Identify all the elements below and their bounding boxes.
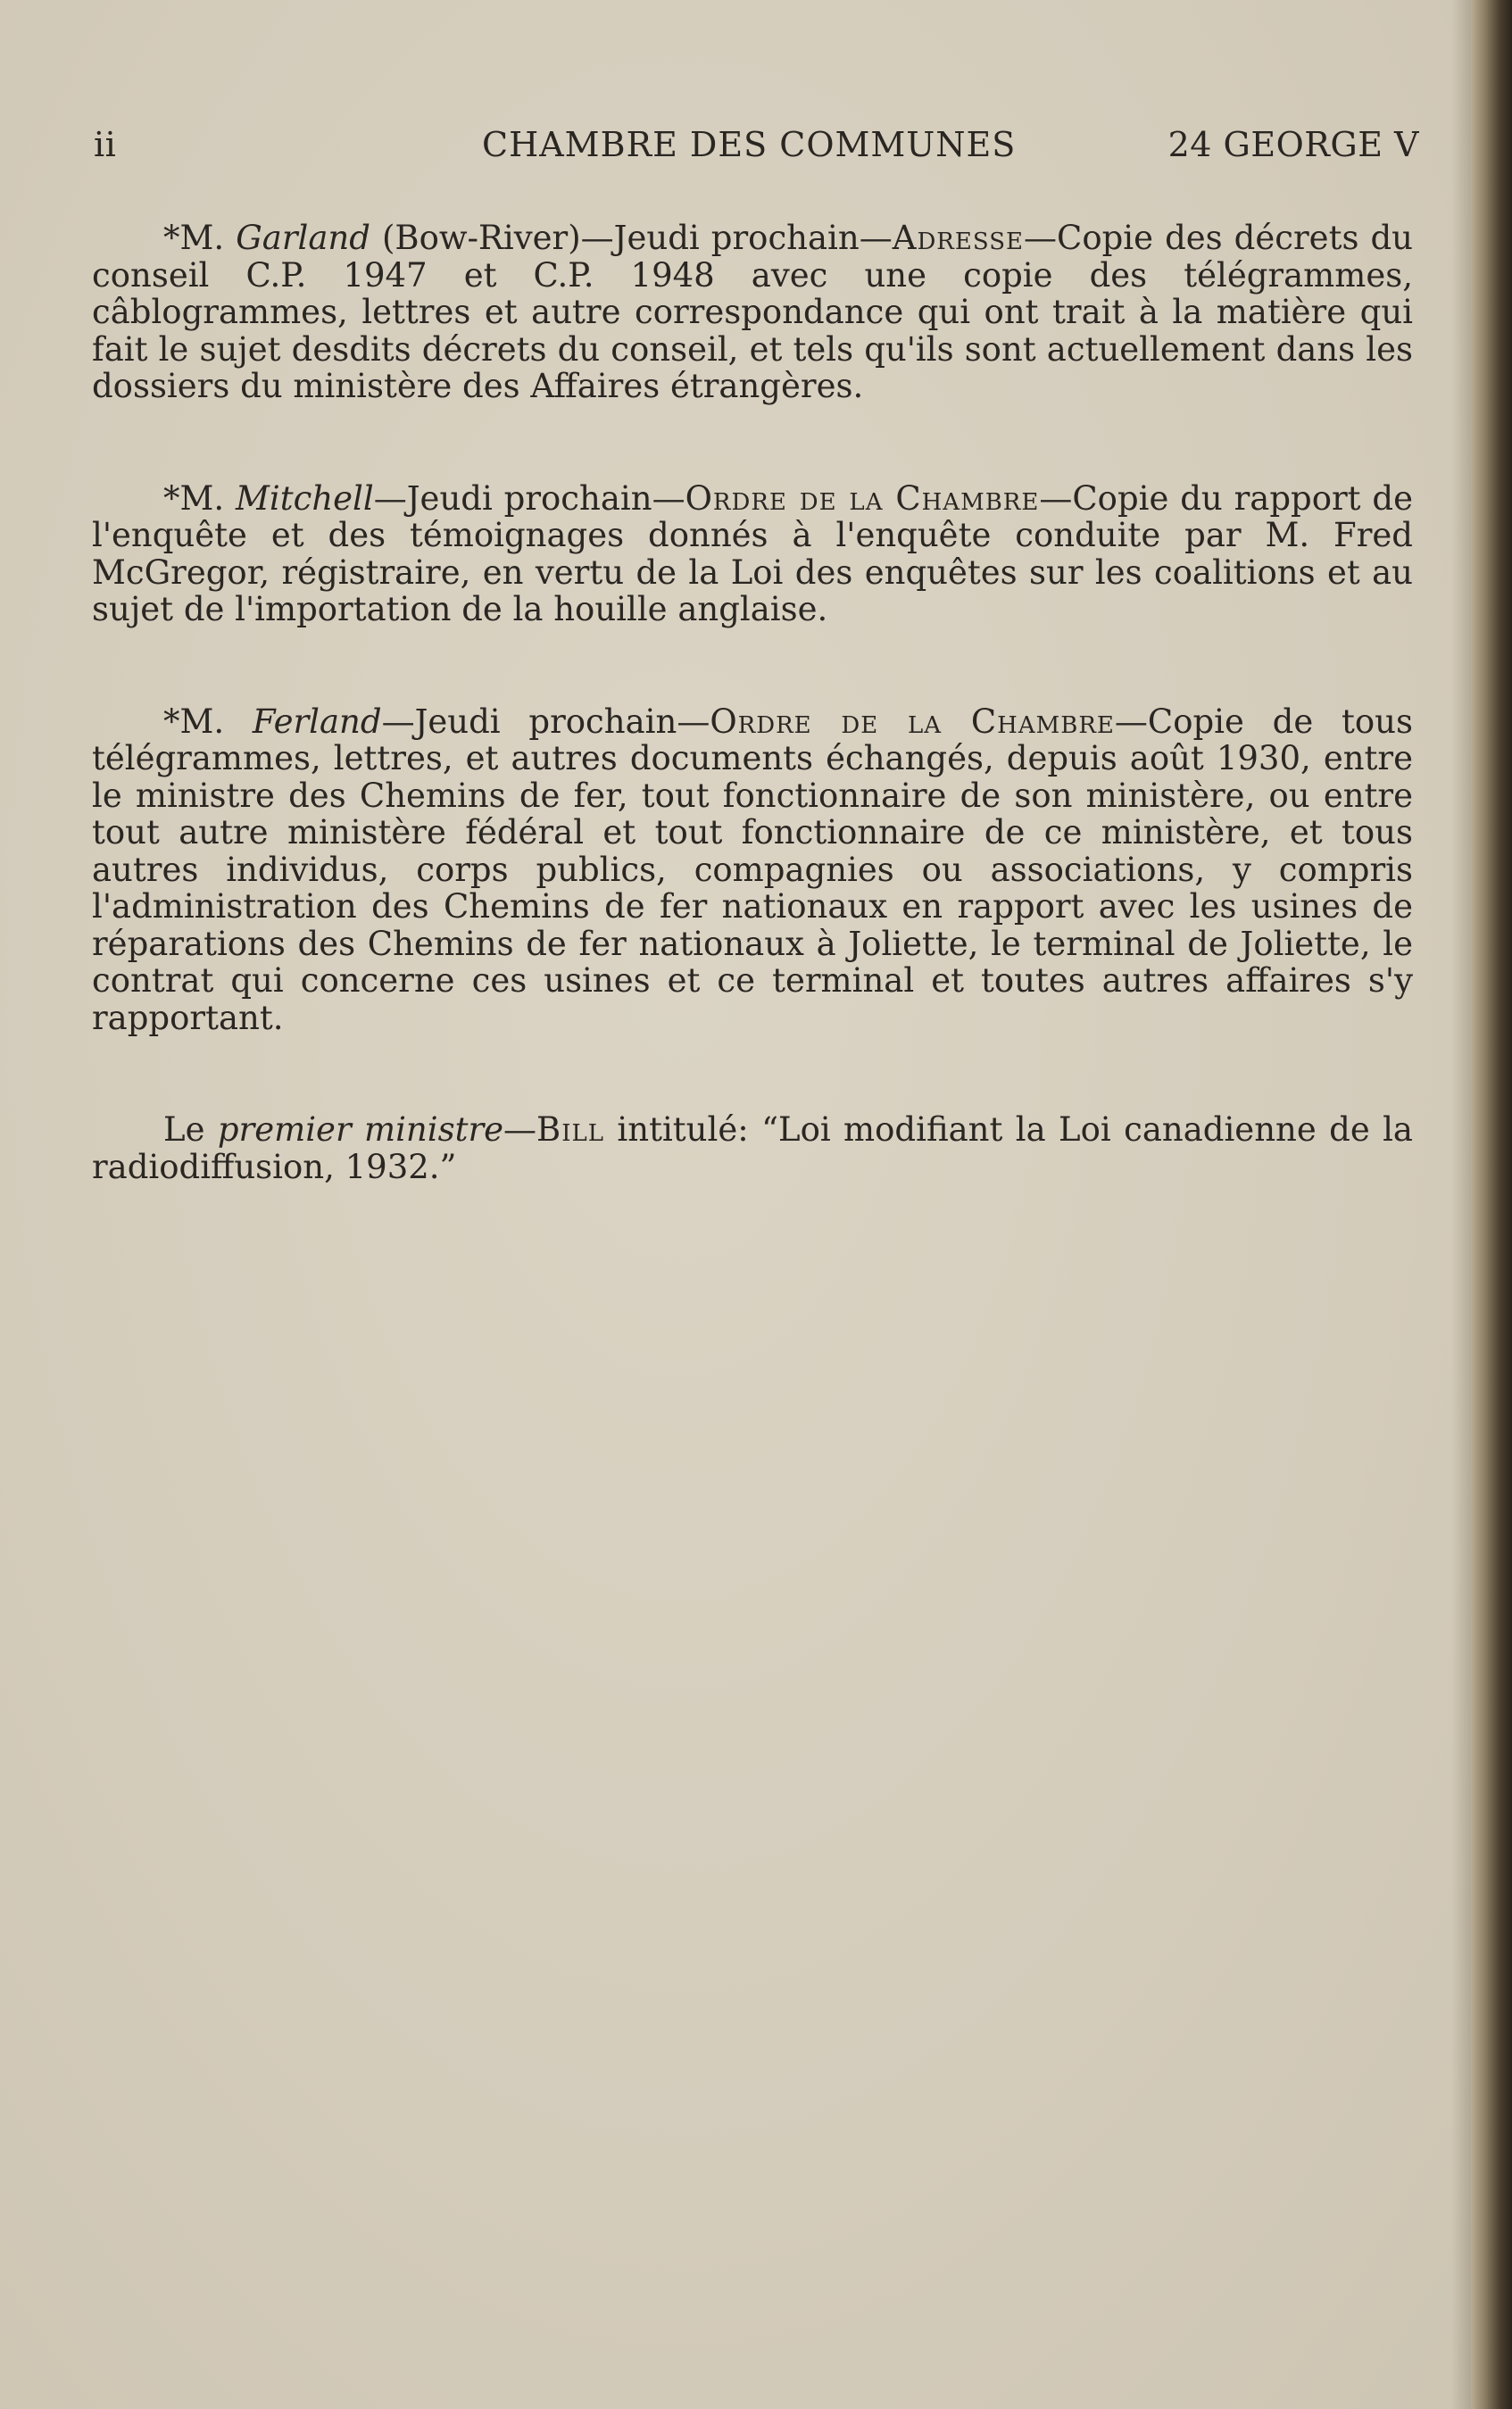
notice-kind: Ordre de la Chambre — [685, 478, 1040, 518]
notice-text: intitulé: “Loi modifiant la Loi canadienne de la radiodiffusion, 1932.” — [92, 1110, 1413, 1186]
member-name: Ferland — [252, 702, 382, 741]
notice-marker: *M. — [163, 478, 237, 518]
notice-kind: Bill — [536, 1110, 605, 1149]
regnal-year: 24 GEORGE V — [1167, 125, 1419, 164]
binding-edge — [1471, 0, 1512, 2409]
notice-marker: Le — [163, 1110, 218, 1149]
notice-text: —Copie du rapport de l'enquête et des témoignages donnés à l'enquête conduite par M. Fred McGregor, régistraire, en vertu de la Loi des enquêtes sur les coalitions et au sujet de l'importation de la houille anglaise. — [92, 478, 1413, 628]
notices-body — [92, 220, 1413, 1260]
notice-text: —Copie de tous télégrammes, lettres, et autres documents échangés, depuis août 1930, entre le ministre des Chemins de fer, tout fonctionnaire de son ministère, ou entre tout autre ministère fédéral et tout fonctionnaire de ce ministère, et tous autres individus, corps publics, compagnies ou associations, y compris l'administration des Chemins de fer nationaux en rapport avec les usines de réparations des Chemins de fer nationaux à Joliette, le terminal de Joliette, le contrat qui concerne ces usines et ce terminal et toutes autres affaires s'y rapportant. — [92, 702, 1413, 1037]
binding-shadow — [1451, 0, 1471, 2409]
member-name: Mitchell — [236, 478, 374, 518]
notice-entry-garland — [92, 220, 1413, 405]
notice-marker: *M. — [163, 219, 237, 257]
notice-when: —Jeudi prochain— — [580, 219, 893, 257]
notice-text: —Copie des décrets du conseil C.P. 1947 et C.P. 1948 avec une copie des télégrammes, câblogrammes, lettres et autre correspondance qui ont trait à la matière qui fait le sujet desdits décrets du conseil, et tels qu'ils sont actuellement dans les dossiers du ministère des Affaires étrangères. — [92, 219, 1413, 405]
page-number: ii — [94, 125, 117, 164]
member-riding: (Bow-River) — [370, 219, 581, 257]
notice-entry-premier-ministre — [92, 1111, 1413, 1185]
member-name: premier ministre — [217, 1110, 504, 1149]
member-name: Garland — [236, 219, 370, 257]
notice-kind: Ordre de la Chambre — [710, 702, 1115, 741]
notice-when: — — [503, 1110, 537, 1149]
notice-kind: Adresse — [892, 219, 1025, 257]
running-title: CHAMBRE DES COMMUNES — [482, 125, 1017, 164]
notice-entry-mitchell — [92, 480, 1413, 628]
notice-marker: *M. — [163, 702, 253, 741]
running-header — [94, 125, 1419, 170]
notice-when: —Jeudi prochain— — [381, 702, 710, 741]
notice-entry-ferland — [92, 703, 1413, 1037]
notice-when: —Jeudi prochain— — [373, 478, 685, 518]
